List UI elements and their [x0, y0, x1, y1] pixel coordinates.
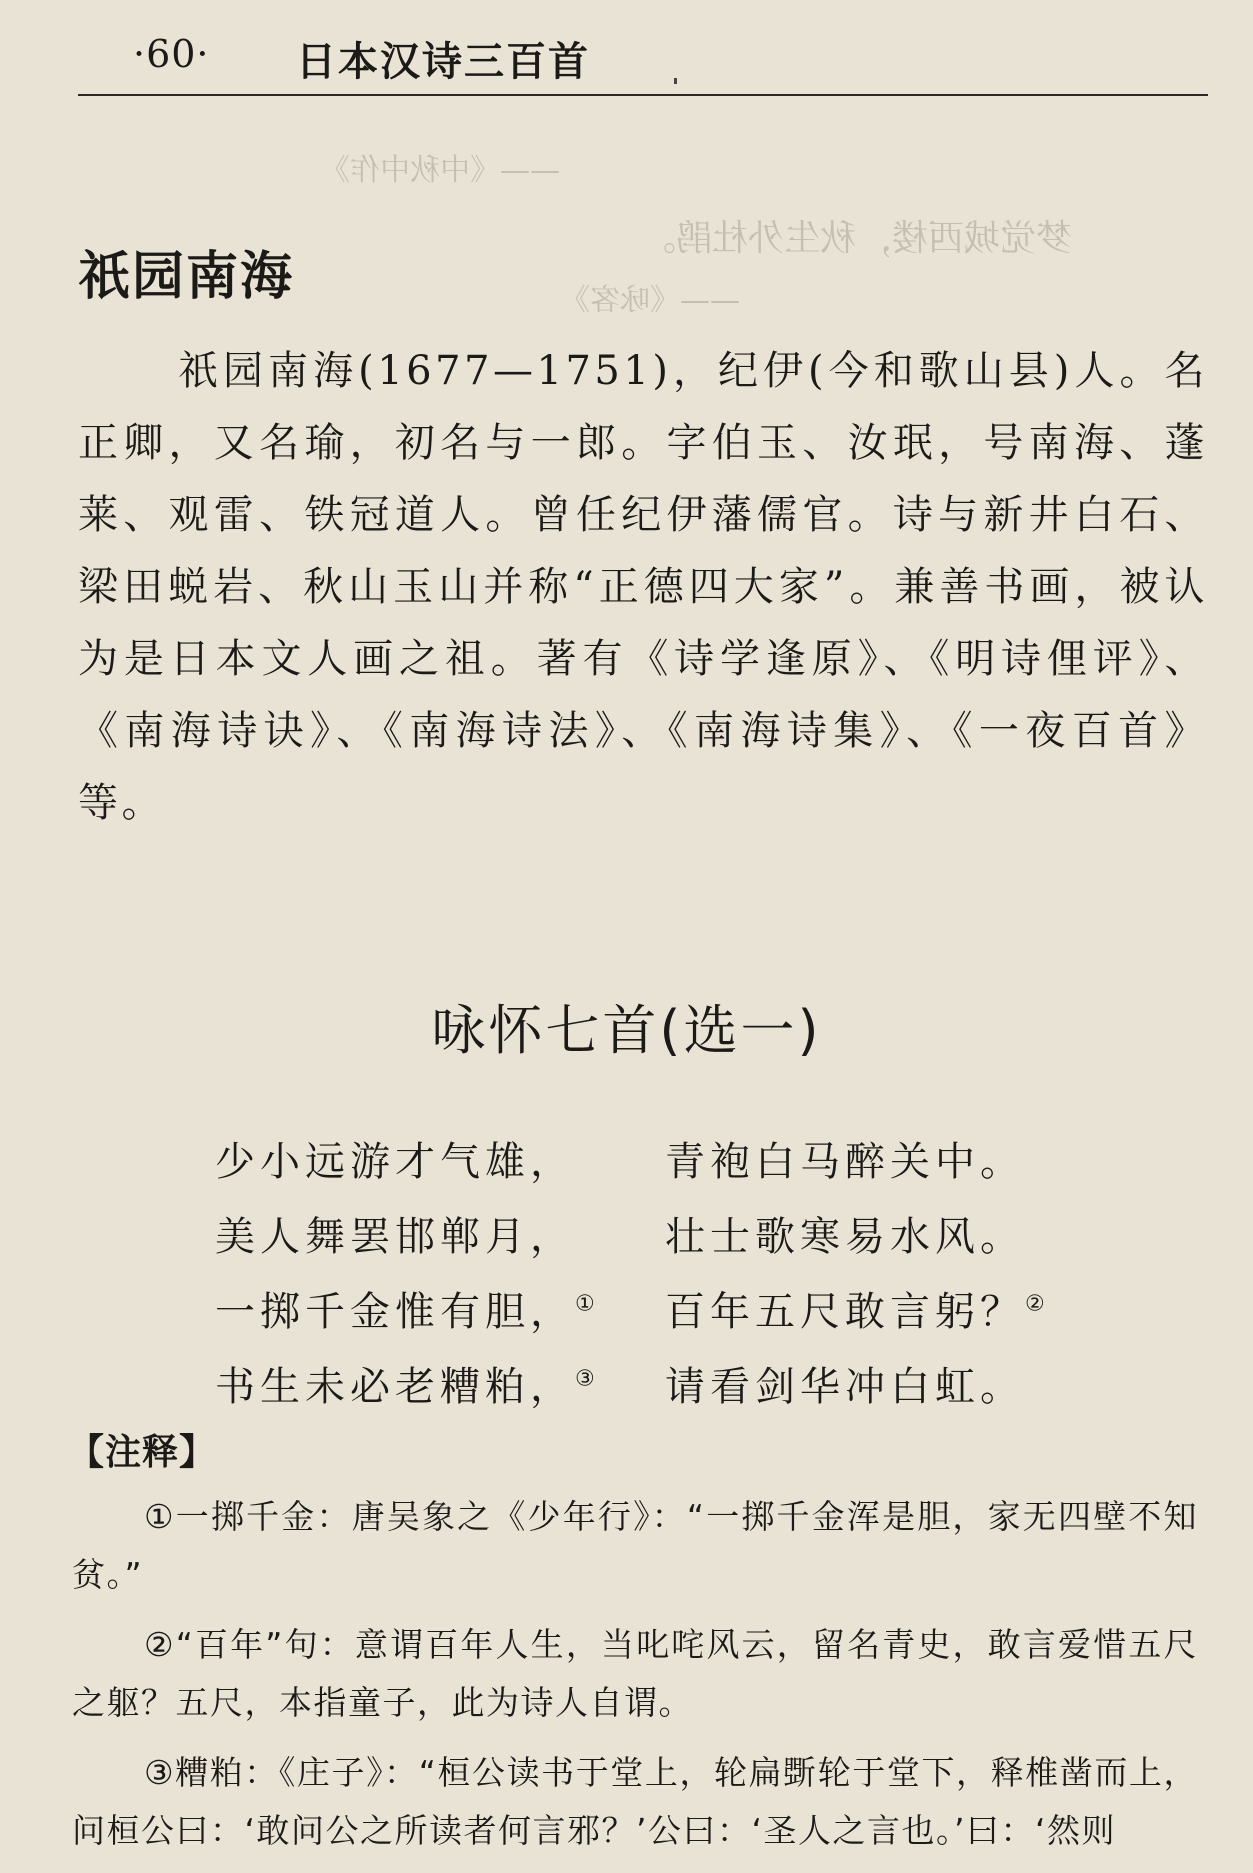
poem-couplet — [215, 1355, 1115, 1430]
notes-section — [72, 1488, 1198, 1872]
poem-line-right: 青袍白马醉关中。 — [665, 1139, 1025, 1185]
poem-line-left: 美人舞罢邯郸月， — [215, 1214, 575, 1260]
author-heading: 祇园南海 — [78, 247, 295, 307]
note-item: ①一掷千金：唐吴象之《少年行》：“一掷千金浑是胆，家无四壁不知贫。” — [72, 1497, 1198, 1594]
poem-couplet — [215, 1130, 1115, 1205]
note-marker: ② — [1025, 1291, 1045, 1317]
note-item: ③糟粕：《庄子》：“桓公读书于堂上，轮扁斲轮于堂下，释椎凿而上，问桓公曰：‘敢问公之所读者何言邪？’公曰：‘圣人之言也。’曰：‘然则 — [72, 1753, 1198, 1850]
note-item: ②“百年”句：意谓百年人生，当叱咤风云，留名青史，敢言爱惜五尺之躯？五尺，本指童子，此为诗人自谓。 — [72, 1625, 1198, 1722]
poem-title: 咏怀七首(选一) — [431, 999, 822, 1062]
note-marker: ① — [575, 1291, 595, 1317]
poem-line-left: 书生未必老糟粕，③ — [215, 1364, 595, 1410]
poem-line-right: 百年五尺敢言躬？② — [665, 1289, 1045, 1335]
page-number: ·60· — [133, 32, 210, 76]
notes-heading: 【注释】 — [68, 1432, 217, 1473]
ink-speck — [674, 78, 677, 84]
showthrough-text: ——《咏客》 — [560, 283, 740, 318]
header-rule — [78, 94, 1208, 96]
poem-couplet — [215, 1280, 1115, 1355]
note-marker: ③ — [575, 1366, 595, 1392]
author-biography: 祇园南海(1677—1751)，纪伊(今和歌山县)人。名正卿，又名瑜，初名与一郎。字伯玉、汝珉，号南海、蓬莱、观雷、铁冠道人。曾任纪伊藩儒官。诗与新井白石、梁田蜕岩、秋山玉山并称“正德四大家”。兼善书画，被认为是日本文人画之祖。著有《诗学逢原》、《明诗俚评》、《南海诗诀》、《南海诗法》、《南海诗集》、《一夜百首》等。 — [78, 348, 1208, 826]
poem-line-right: 请看剑华冲白虹。 — [665, 1364, 1025, 1410]
poem-line-left: 一掷千金惟有胆，① — [215, 1289, 595, 1335]
poem-couplet — [215, 1205, 1115, 1280]
poem-body — [215, 1130, 1115, 1430]
poem-line-right: 壮士歌寒易水风。 — [665, 1214, 1025, 1260]
showthrough-text: 梦觉城西楼，秋生外杜鹃。 — [640, 218, 1073, 259]
poem-line-left: 少小远游才气雄， — [215, 1139, 575, 1185]
showthrough-text: ——《中秋中作》 — [320, 153, 560, 188]
book-title: 日本汉诗三百首 — [296, 39, 590, 85]
page-header — [78, 24, 1208, 96]
